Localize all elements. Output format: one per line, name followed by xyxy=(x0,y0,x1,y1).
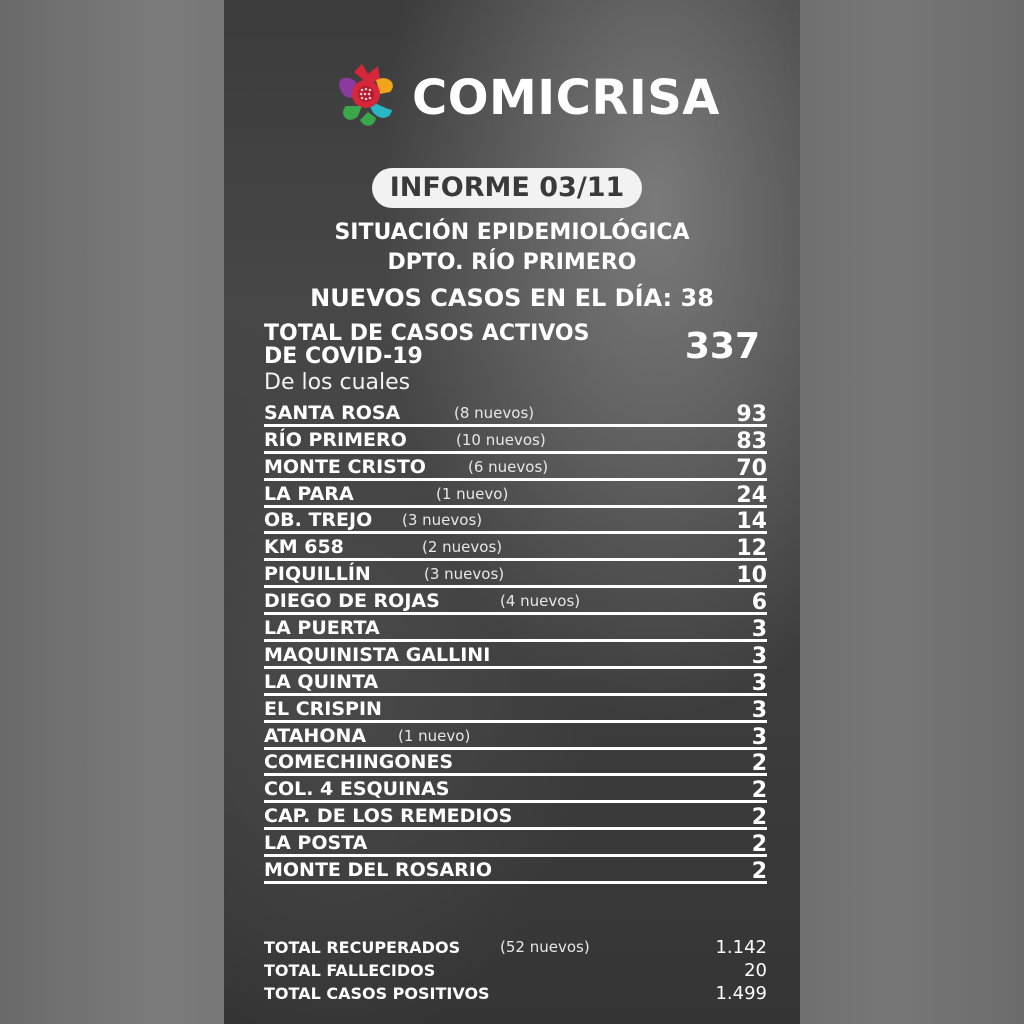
report-panel xyxy=(224,0,800,1024)
list-item xyxy=(264,696,767,723)
locality-new-cases-note: (4 nuevos) xyxy=(500,592,581,611)
list-item xyxy=(264,776,767,803)
locality-name: LA POSTA xyxy=(264,832,368,855)
locality-new-cases-note: (2 nuevos) xyxy=(422,538,503,557)
flower-logo-icon xyxy=(334,62,400,132)
locality-name: OB. TREJO xyxy=(264,509,373,532)
locality-active-cases: 3 xyxy=(751,670,767,696)
locality-active-cases: 14 xyxy=(736,509,767,535)
locality-name: LA PUERTA xyxy=(264,617,380,640)
locality-active-cases: 3 xyxy=(751,724,767,750)
locality-name: MONTE DEL ROSARIO xyxy=(264,859,493,882)
summary-row xyxy=(264,938,767,961)
summary-row xyxy=(264,961,767,984)
locality-new-cases-note: (6 nuevos) xyxy=(468,457,549,476)
list-item xyxy=(264,669,767,696)
summary-label: TOTAL FALLECIDOS xyxy=(264,961,436,980)
locality-new-cases-note: (10 nuevos) xyxy=(456,430,546,449)
locality-active-cases: 10 xyxy=(736,563,767,589)
locality-name: PIQUILLÍN xyxy=(264,563,371,586)
locality-active-cases: 2 xyxy=(751,832,767,858)
list-item xyxy=(264,857,767,884)
headline-department: DPTO. RÍO PRIMERO xyxy=(387,250,637,275)
locality-new-cases-note: (3 nuevos) xyxy=(424,565,505,584)
total-active-label-line1: TOTAL DE CASOS ACTIVOS xyxy=(264,321,590,346)
background-right xyxy=(800,0,1024,1024)
total-active-label-line2: DE COVID-19 xyxy=(264,344,423,369)
locality-new-cases-note: (8 nuevos) xyxy=(454,403,535,422)
locality-name: ATAHONA xyxy=(264,724,367,747)
summary-value: 20 xyxy=(744,960,767,981)
list-item xyxy=(264,481,767,508)
locality-active-cases: 83 xyxy=(736,428,767,454)
locality-name: EL CRISPIN xyxy=(264,697,382,720)
locality-active-cases: 2 xyxy=(751,778,767,804)
locality-active-cases: 3 xyxy=(751,643,767,669)
locality-new-cases-note: (1 nuevo) xyxy=(398,726,471,745)
list-item xyxy=(264,588,767,615)
locality-active-cases: 2 xyxy=(751,859,767,885)
headline-situation: SITUACIÓN EPIDEMIOLÓGICA xyxy=(334,220,690,245)
list-item xyxy=(264,427,767,454)
list-item xyxy=(264,534,767,561)
locality-name: COMECHINGONES xyxy=(264,751,454,774)
locality-name: SANTA ROSA xyxy=(264,401,401,424)
locality-name: DIEGO DE ROJAS xyxy=(264,590,440,613)
summary-label: TOTAL RECUPERADOS xyxy=(264,938,461,957)
list-item xyxy=(264,723,767,750)
list-item xyxy=(264,508,767,535)
list-item xyxy=(264,642,767,669)
locality-active-cases: 2 xyxy=(751,751,767,777)
locality-active-cases: 93 xyxy=(736,401,767,427)
locality-active-cases: 24 xyxy=(736,482,767,508)
locality-name: LA QUINTA xyxy=(264,670,379,693)
locality-active-cases: 6 xyxy=(751,590,767,616)
total-active-sublabel: De los cuales xyxy=(264,370,411,395)
locality-active-cases: 2 xyxy=(751,805,767,831)
summary-note: (52 nuevos) xyxy=(500,938,590,956)
background-left xyxy=(0,0,224,1024)
summary-value: 1.499 xyxy=(715,983,767,1004)
list-item xyxy=(264,750,767,777)
locality-list xyxy=(264,400,767,884)
summary-row xyxy=(264,984,767,1007)
locality-active-cases: 3 xyxy=(751,697,767,723)
locality-name: LA PARA xyxy=(264,482,354,505)
list-item xyxy=(264,615,767,642)
list-item xyxy=(264,400,767,427)
locality-active-cases: 70 xyxy=(736,455,767,481)
locality-name: CAP. DE LOS REMEDIOS xyxy=(264,805,513,828)
report-label: INFORME 03/11 xyxy=(372,168,642,208)
locality-name: MAQUINISTA GALLINI xyxy=(264,643,491,666)
total-active-label xyxy=(264,322,624,368)
headline-new-cases: NUEVOS CASOS EN EL DÍA: 38 xyxy=(310,284,714,312)
total-active-value: 337 xyxy=(684,326,760,367)
locality-active-cases: 12 xyxy=(736,536,767,562)
summary-totals xyxy=(264,938,767,1007)
summary-label: TOTAL CASOS POSITIVOS xyxy=(264,984,490,1003)
summary-value: 1.142 xyxy=(715,937,767,958)
locality-name: RÍO PRIMERO xyxy=(264,428,407,451)
list-item xyxy=(264,803,767,830)
locality-name: COL. 4 ESQUINAS xyxy=(264,778,450,801)
locality-name: MONTE CRISTO xyxy=(264,455,426,478)
locality-new-cases-note: (3 nuevos) xyxy=(402,511,483,530)
brand-name: COMICRISA xyxy=(412,70,720,126)
list-item xyxy=(264,561,767,588)
list-item xyxy=(264,454,767,481)
locality-active-cases: 3 xyxy=(751,617,767,643)
locality-new-cases-note: (1 nuevo) xyxy=(436,484,509,503)
locality-name: KM 658 xyxy=(264,536,344,559)
list-item xyxy=(264,830,767,857)
